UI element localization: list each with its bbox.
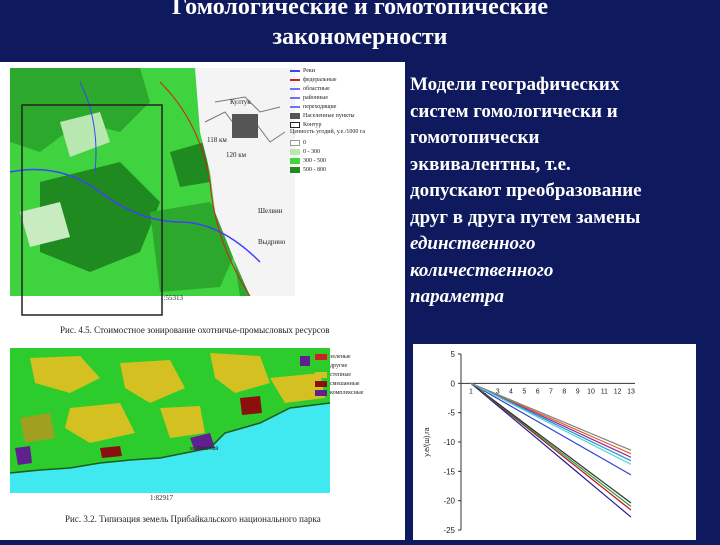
x-tick-label: 8 [562, 388, 567, 396]
y-tick-label: -20 [443, 496, 455, 506]
x-tick-label: 5 [522, 388, 527, 396]
legend-item [290, 138, 402, 147]
x-tick-label: 2 [482, 388, 487, 396]
top-map-legend [290, 66, 402, 196]
y-tick-label: -15 [443, 467, 455, 477]
line-chart-svg [413, 344, 696, 540]
legend-heading: Ценность угодий, у.е./1000 га [290, 129, 366, 135]
body-line: систем гомологически и [410, 100, 618, 122]
series-line [471, 383, 631, 517]
legend-label: районные [303, 94, 328, 101]
top-map-scale: 1:55313 [160, 294, 183, 302]
place-label-kultuk: Култук [230, 98, 251, 106]
series-line [471, 383, 631, 475]
y-tick-label: 0 [450, 379, 455, 389]
legend-item [290, 75, 402, 84]
y-tick-label: -5 [447, 408, 455, 418]
legend-label: 0 [303, 139, 306, 146]
legend-item [290, 84, 402, 93]
y-tick-label: -10 [443, 438, 455, 447]
place-label-tolstyi: м. Толстый [190, 446, 219, 452]
y-tick-label: -25 [443, 526, 455, 535]
x-tick-label: 6 [535, 388, 540, 396]
title-line-1: Гомологические и гомотопические [171, 0, 548, 20]
legend-item [290, 147, 402, 156]
body-line: допускают преобразование [410, 180, 642, 201]
legend-label: федеральные [303, 76, 337, 83]
x-tick-label: 11 [600, 388, 608, 396]
body-line-italic: параметра [410, 286, 505, 307]
body-line: Модели географических [410, 74, 620, 95]
legend-item [290, 93, 402, 102]
place-label-120km: 120 км [226, 151, 247, 159]
x-tick-label: 9 [575, 388, 580, 396]
body-line: эквивалентны, т.е. [410, 153, 571, 175]
body-line: друг в друга путем замены [410, 206, 641, 228]
place-label-shelvin: Шелвин [258, 207, 283, 215]
x-tick-label: 12 [613, 388, 622, 396]
x-tick-label: 4 [509, 388, 513, 396]
x-tick-label: 3 [495, 388, 500, 396]
legend-label: Контур [303, 121, 322, 128]
legend-item [315, 352, 400, 361]
legend-label: 0 - 300 [303, 148, 320, 155]
body-line: гомотопически [410, 127, 540, 148]
x-tick-label: 13 [627, 388, 635, 396]
legend-label: комплексные [330, 389, 364, 396]
legend-item [290, 102, 402, 111]
slide-body-text [410, 72, 715, 311]
legend-item [315, 388, 400, 397]
bottom-map [10, 348, 330, 493]
body-line-italic: единственного [410, 233, 536, 254]
body-line-italic: количественного [410, 259, 554, 281]
line-chart [413, 344, 696, 540]
x-tick-label: 1 [469, 388, 473, 396]
legend-item [290, 165, 402, 174]
place-label-vydrino: Выдрино [258, 238, 286, 246]
legend-item [290, 120, 402, 129]
legend-label: Реки [303, 67, 316, 74]
title-line-2: закономерности [272, 24, 448, 50]
legend-item [290, 111, 402, 120]
bottom-map-caption: Рис. 3.2. Типизация земель Прибайкальского национального парка [65, 514, 321, 524]
x-tick-label: 10 [587, 388, 595, 396]
series-line [471, 383, 631, 464]
legend-label: степные [330, 371, 352, 378]
place-label-118km: 118 км [207, 136, 227, 144]
legend-label: Населенные пункты [303, 112, 355, 119]
legend-item [290, 66, 402, 75]
top-map-caption: Рис. 4.5. Стоимостное зонирование охотничье-промысловых ресурсов [60, 325, 330, 335]
maps-panel [0, 62, 405, 540]
legend-label: переходящие [303, 103, 337, 110]
legend-item [315, 379, 400, 388]
bottom-map-scale: 1:82917 [150, 494, 173, 502]
x-tick-label: 7 [549, 388, 553, 396]
y-axis-label: у.е/(ш),га [424, 427, 431, 457]
y-tick-label: 5 [450, 350, 455, 359]
legend-label: другие [330, 362, 348, 369]
legend-label: зеленые [330, 353, 351, 360]
legend-label: 300 - 500 [303, 157, 326, 164]
bottom-map-legend [315, 352, 400, 397]
legend-item [290, 156, 402, 165]
legend-item [315, 361, 400, 370]
slide-title [0, 0, 720, 52]
legend-label: областные [303, 85, 330, 92]
legend-label: смешанные [330, 380, 360, 387]
legend-label: 500 - 800 [303, 166, 326, 173]
legend-item [315, 370, 400, 379]
